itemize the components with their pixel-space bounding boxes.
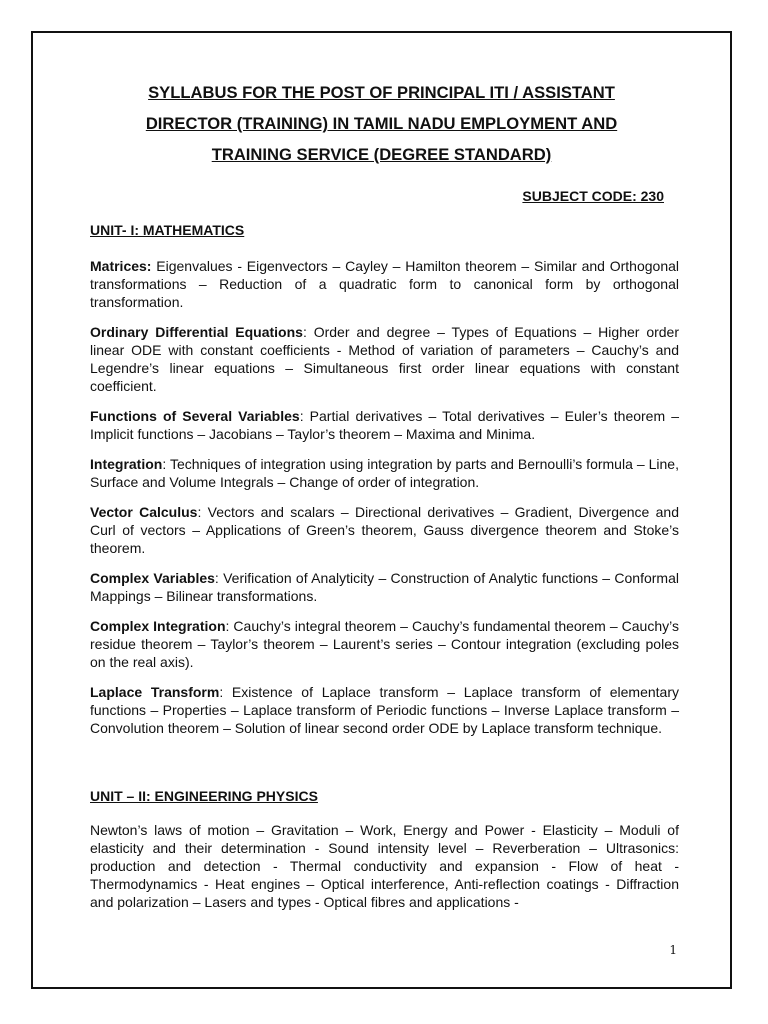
section-term: Matrices: [90, 258, 152, 274]
section-ode [90, 323, 679, 395]
title-line-2: DIRECTOR (TRAINING) IN TAMIL NADU EMPLOYMENT AND [145, 114, 618, 133]
section-text: : Partial derivatives – Total derivatives – Euler’s theorem – Implicit functions – Jacobians – Taylor’s theorem – Maxima and Minima. [90, 408, 680, 442]
section-several-variables [90, 407, 679, 443]
document-page [31, 31, 732, 989]
section-text: : Cauchy’s integral theorem – Cauchy’s fundamental theorem – Cauchy’s residue theorem – Taylor’s theorem – Laurent’s series – Contour integration (excluding poles on the real axis). [90, 618, 679, 670]
section-integration [90, 455, 679, 491]
unit-2-content [90, 821, 679, 923]
section-text: : Order and degree – Types of Equations – Higher order linear ODE with constant coefficients - Method of variation of parameters – Cauchy’s and Legendre’s linear equations – Simultaneous first order linear equations with constant coefficient. [90, 324, 679, 394]
section-term: Ordinary Differential Equations [90, 324, 303, 340]
section-term: Complex Variables [90, 570, 215, 586]
section-text: : Verification of Analyticity – Construction of Analytic functions – Conformal Mappings – Bilinear transformations. [90, 570, 679, 604]
section-term: Complex Integration [90, 618, 226, 634]
subject-code: SUBJECT CODE: 230 [522, 188, 664, 204]
section-laplace-transform [90, 683, 679, 737]
unit-2-text: Newton’s laws of motion – Gravitation – Work, Energy and Power - Elasticity – Moduli of elasticity and their determination - Sound intensity level – Reverberation – Ultrasonics: production and detection - Thermal conductivity and expansion - Flow of heat - Thermodynamics - Heat engines – Optical interference, Anti-reflection coatings - Diffraction and polarization – Lasers and types - Optical fibres and applications - [90, 822, 679, 910]
section-vector-calculus [90, 503, 679, 557]
unit-1-heading: UNIT- I: MATHEMATICS [90, 222, 245, 238]
section-term: Integration [90, 456, 163, 472]
title-line-1: SYLLABUS FOR THE POST OF PRINCIPAL ITI / ASSISTANT [148, 83, 615, 102]
section-text: : Vectors and scalars – Directional derivatives – Gradient, Divergence and Curl of vectors – Applications of Green’s theorem, Gauss divergence theorem and Stoke’s theorem. [90, 504, 679, 556]
document-title [33, 77, 730, 170]
section-text: : Existence of Laplace transform – Laplace transform of elementary functions – Properties – Laplace transform of Periodic functions – Inverse Laplace transform – Convolution theorem – Solution of linear second order ODE by Laplace transform technique. [90, 684, 679, 736]
unit-1-content [90, 257, 679, 749]
section-complex-integration [90, 617, 679, 671]
section-term: Vector Calculus [90, 504, 198, 520]
section-text: Eigenvalues - Eigenvectors – Cayley – Hamilton theorem – Similar and Orthogonal transformations – Reduction of a quadratic form to canonical form by orthogonal transformation. [90, 258, 679, 310]
section-complex-variables [90, 569, 679, 605]
section-text: : Techniques of integration using integration by parts and Bernoulli’s formula – Line, Surface and Volume Integrals – Change of order of integration. [90, 456, 679, 490]
unit-2-heading: UNIT – II: ENGINEERING PHYSICS [90, 788, 318, 804]
title-line-3: TRAINING SERVICE (DEGREE STANDARD) [211, 145, 552, 164]
section-term: Laplace Transform [90, 684, 220, 700]
section-term: Functions of Several Variables [90, 408, 300, 424]
page-number: 1 [669, 943, 677, 957]
section-matrices [90, 257, 679, 311]
